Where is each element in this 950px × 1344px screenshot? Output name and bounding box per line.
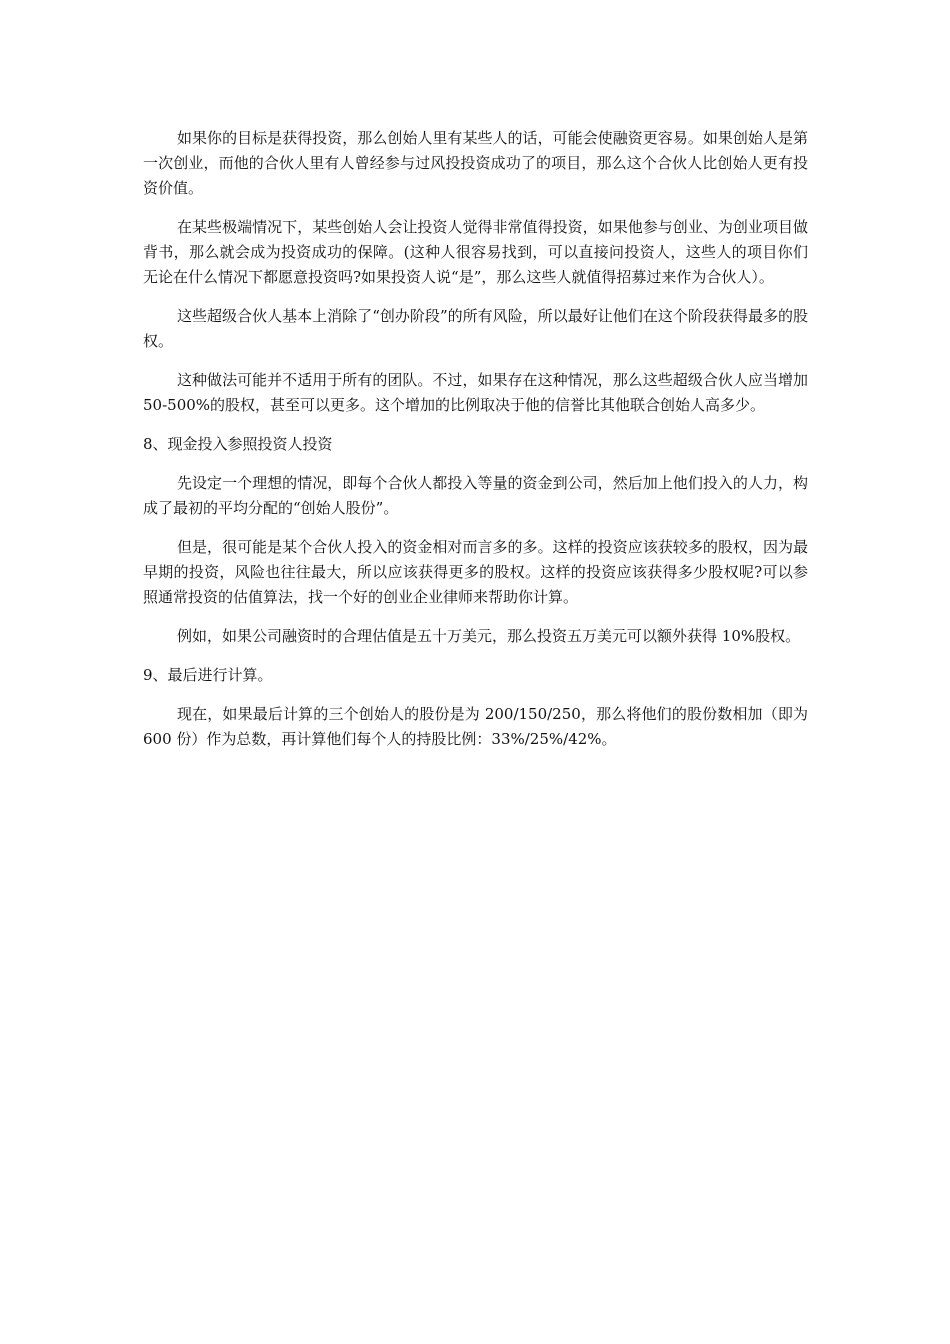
document-page (143, 126, 808, 766)
paragraph: 如果你的目标是获得投资，那么创始人里有某些人的话，可能会使融资更容易。如果创始人是第一次创业，而他的合伙人里有人曾经参与过风投投资成功了的项目，那么这个合伙人比创始人更有投资价值。 (143, 129, 808, 197)
paragraph: 这种做法可能并不适用于所有的团队。不过，如果存在这种情况，那么这些超级合伙人应当增加 50-500%的股权，甚至可以更多。这个增加的比例取决于他的信誉比其他联合创始人高多少。 (143, 371, 808, 414)
paragraph: 现在，如果最后计算的三个创始人的股份是为 200/150/250，那么将他们的股份数相加（即为 600 份）作为总数，再计算他们每个人的持股比例：33%/25%/42%。 (143, 705, 808, 748)
section-heading: 8、现金投入参照投资人投资 (143, 435, 333, 453)
paragraph: 在某些极端情况下，某些创始人会让投资人觉得非常值得投资，如果他参与创业、为创业项目做背书，那么就会成为投资成功的保障。(这种人很容易找到，可以直接问投资人，这些人的项目你们无论在什么情况下都愿意投资吗?如果投资人说“是”，那么这些人就值得招募过来作为合伙人）。 (143, 218, 808, 286)
paragraph: 但是，很可能是某个合伙人投入的资金相对而言多的多。这样的投资应该获较多的股权，因为最早期的投资，风险也往往最大，所以应该获得更多的股权。这样的投资应该获得多少股权呢?可以参照通常投资的估值算法，找一个好的创业企业律师来帮助你计算。 (143, 538, 808, 606)
paragraph: 先设定一个理想的情况，即每个合伙人都投入等量的资金到公司，然后加上他们投入的人力，构成了最初的平均分配的“创始人股份”。 (143, 474, 808, 517)
paragraph: 例如，如果公司融资时的合理估值是五十万美元，那么投资五万美元可以额外获得 10%股权。 (177, 627, 801, 645)
section-heading: 9、最后进行计算。 (143, 666, 273, 684)
paragraph: 这些超级合伙人基本上消除了“创办阶段”的所有风险，所以最好让他们在这个阶段获得最多的股权。 (143, 307, 808, 350)
